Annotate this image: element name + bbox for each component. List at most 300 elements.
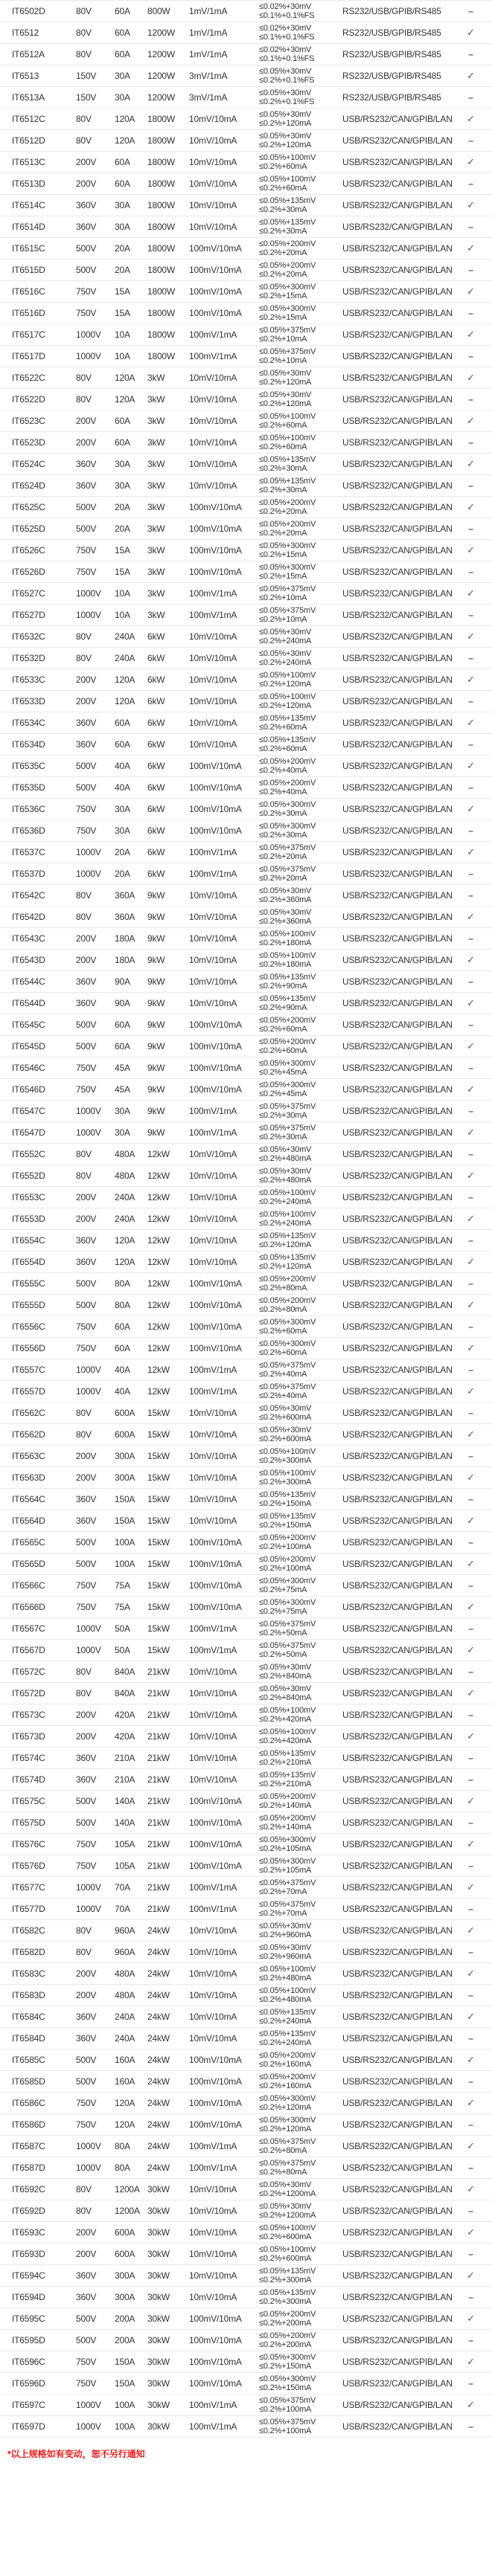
availability-cell: [454, 1149, 488, 1159]
availability-cell: [454, 869, 488, 879]
current-cell: 300A: [115, 2270, 135, 2281]
resolution-cell: 100mV/10mA: [189, 2313, 242, 2324]
accuracy-cell: [259, 1986, 342, 2005]
power-cell: 15kW: [147, 1516, 170, 1526]
availability-cell: [454, 415, 488, 427]
accuracy-line2: ≤0.2%+40mA: [259, 788, 307, 796]
accuracy-line1: ≤0.05%+30mV: [259, 1684, 312, 1693]
current-cell: 150A: [115, 1494, 135, 1504]
resolution-cell: 10mV/10mA: [189, 1925, 237, 1936]
current-cell: 30A: [115, 825, 130, 836]
interfaces-cell: USB/RS232/CAN/GPIB/LAN: [342, 329, 453, 340]
current-cell: 30A: [115, 480, 130, 491]
table-row: [0, 432, 492, 454]
power-cell: 3kW: [147, 459, 165, 469]
interfaces-cell: USB/RS232/CAN/GPIB/LAN: [342, 1063, 453, 1073]
current-cell: 240A: [115, 1192, 135, 1202]
check-icon: ✓: [467, 1838, 475, 1849]
accuracy-line1: ≤0.05%+30mV: [259, 1144, 312, 1154]
power-cell: 9kW: [147, 955, 165, 965]
dash-icon: –: [468, 524, 473, 534]
resolution-cell: 10mV/10mA: [189, 2206, 237, 2216]
current-cell: 80A: [115, 2163, 130, 2173]
accuracy-line1: ≤0.05%+200mV: [259, 1554, 316, 1564]
table-row: [0, 799, 492, 820]
table-row: [0, 173, 492, 195]
availability-cell: [454, 544, 488, 556]
accuracy-line2: ≤0.2%+40mA: [259, 766, 307, 775]
power-cell: 1800W: [147, 329, 176, 340]
accuracy-line2: ≤0.2%+30mA: [259, 831, 307, 840]
resolution-cell: 100mV/1mA: [189, 847, 237, 857]
resolution-cell: 10mV/10mA: [189, 1774, 237, 1785]
current-cell: 200A: [115, 2335, 135, 2345]
power-cell: 9kW: [147, 1084, 165, 1095]
power-cell: 15kW: [147, 1623, 170, 1634]
power-cell: 1200W: [147, 28, 176, 38]
model-cell: IT6525D: [12, 524, 45, 534]
interfaces-cell: USB/RS232/CAN/GPIB/LAN: [342, 1904, 453, 1914]
voltage-cell: 750V: [76, 1321, 97, 1332]
voltage-cell: 80V: [76, 1688, 92, 1698]
current-cell: 120A: [115, 135, 135, 146]
accuracy-line2: ≤0.2%+960mA: [259, 1952, 312, 1961]
accuracy-cell: [259, 1037, 342, 1056]
accuracy-line1: ≤0.05%+30mV: [259, 1425, 312, 1434]
accuracy-line1: ≤0.05%+200mV: [259, 2309, 316, 2319]
current-cell: 20A: [115, 265, 130, 275]
interfaces-cell: RS232/USB/GPIB/RS485: [342, 49, 441, 59]
availability-cell: [454, 803, 488, 815]
accuracy-line1: ≤0.05%+100mV: [259, 1188, 316, 1197]
table-row: [0, 2157, 492, 2179]
table-row: [0, 87, 492, 109]
resolution-cell: 10mV/10mA: [189, 394, 237, 405]
accuracy-line1: ≤0.05%+375mV: [259, 2137, 316, 2146]
table-row: [0, 734, 492, 756]
voltage-cell: 750V: [76, 1343, 97, 1353]
accuracy-line1: ≤0.05%+200mV: [259, 1295, 316, 1305]
model-cell: IT6534C: [12, 718, 45, 728]
current-cell: 40A: [115, 761, 130, 771]
check-icon: ✓: [467, 1515, 475, 1526]
accuracy-cell: [259, 1361, 342, 1379]
accuracy-cell: [259, 2396, 342, 2415]
current-cell: 30A: [115, 804, 130, 814]
model-cell: IT6515C: [12, 243, 45, 254]
resolution-cell: 10mV/10mA: [189, 1472, 237, 1483]
resolution-cell: 100mV/1mA: [189, 588, 237, 599]
availability-cell: [454, 1127, 488, 1139]
availability-cell: [454, 2399, 488, 2411]
power-cell: 9kW: [147, 933, 165, 944]
voltage-cell: 1000V: [76, 2421, 101, 2432]
current-cell: 60A: [115, 1343, 130, 1353]
table-row: [0, 130, 492, 152]
interfaces-cell: USB/RS232/CAN/GPIB/LAN: [342, 1688, 453, 1698]
availability-cell: [454, 242, 488, 254]
availability-cell: [454, 1558, 488, 1570]
accuracy-cell: [259, 1814, 342, 1832]
power-cell: 3kW: [147, 588, 165, 599]
table-row: [0, 583, 492, 605]
interfaces-cell: RS232/USB/GPIB/RS485: [342, 92, 441, 103]
accuracy-line2: ≤0.2%+600mA: [259, 1413, 312, 1422]
power-cell: 30kW: [147, 2357, 170, 2367]
accuracy-line2: ≤0.2%+100mA: [259, 1542, 312, 1551]
power-cell: 3kW: [147, 610, 165, 620]
availability-cell: [454, 480, 488, 491]
voltage-cell: 200V: [76, 1192, 97, 1202]
model-cell: IT6592D: [12, 2206, 45, 2216]
accuracy-cell: [259, 175, 342, 193]
model-cell: IT6584D: [12, 2033, 45, 2044]
current-cell: 300A: [115, 1472, 135, 1483]
availability-cell: [454, 1580, 488, 1591]
accuracy-cell: [259, 1835, 342, 1854]
power-cell: 15kW: [147, 1472, 170, 1483]
accuracy-cell: [259, 2073, 342, 2091]
interfaces-cell: USB/RS232/CAN/GPIB/LAN: [342, 2076, 453, 2087]
current-cell: 80A: [115, 2141, 130, 2151]
dash-icon: –: [468, 1904, 473, 1914]
table-row: [0, 1855, 492, 1877]
current-cell: 120A: [115, 674, 135, 685]
current-cell: 100A: [115, 2421, 135, 2432]
check-icon: ✓: [467, 2011, 475, 2022]
table-row: [0, 518, 492, 540]
model-cell: IT6594D: [12, 2292, 45, 2302]
voltage-cell: 360V: [76, 1494, 97, 1504]
resolution-cell: 100mV/1mA: [189, 869, 237, 879]
accuracy-line2: ≤0.2%+150mA: [259, 2362, 312, 2371]
voltage-cell: 360V: [76, 200, 97, 210]
model-cell: IT6536D: [12, 825, 45, 836]
accuracy-line1: ≤0.05%+375mV: [259, 1360, 316, 1370]
power-cell: 6kW: [147, 825, 165, 836]
dash-icon: –: [468, 1817, 473, 1828]
voltage-cell: 80V: [76, 653, 92, 663]
accuracy-line2: ≤0.2%+180mA: [259, 938, 312, 947]
interfaces-cell: USB/RS232/CAN/GPIB/LAN: [342, 200, 453, 210]
accuracy-line1: ≤0.05%+30mV: [259, 1166, 312, 1176]
resolution-cell: 100mV/1mA: [189, 1904, 237, 1914]
model-cell: IT6543D: [12, 955, 45, 965]
resolution-cell: 10mV/10mA: [189, 890, 237, 901]
model-cell: IT6595C: [12, 2313, 45, 2324]
availability-cell: [454, 1904, 488, 1914]
model-cell: IT6544C: [12, 976, 45, 987]
power-cell: 24kW: [147, 2141, 170, 2151]
resolution-cell: 10mV/10mA: [189, 1235, 237, 1246]
accuracy-cell: [259, 153, 342, 172]
interfaces-cell: USB/RS232/CAN/GPIB/LAN: [342, 1365, 453, 1375]
table-row: [0, 1165, 492, 1187]
table-row: [0, 1057, 492, 1079]
power-cell: 6kW: [147, 847, 165, 857]
resolution-cell: 100mV/1mA: [189, 1365, 237, 1375]
model-cell: IT6514D: [12, 222, 45, 232]
dash-icon: –: [468, 2249, 473, 2259]
check-icon: ✓: [467, 846, 475, 857]
current-cell: 60A: [115, 49, 130, 59]
dash-icon: –: [468, 1494, 473, 1504]
accuracy-cell: [259, 455, 342, 474]
accuracy-cell: [259, 671, 342, 689]
accuracy-line2: ≤0.2%+90mA: [259, 982, 307, 991]
check-icon: ✓: [467, 954, 475, 965]
accuracy-line1: ≤0.05%+375mV: [259, 2158, 316, 2168]
model-cell: IT6526C: [12, 545, 45, 556]
accuracy-line1: ≤0.05%+300mV: [259, 1058, 316, 1068]
current-cell: 120A: [115, 2119, 135, 2130]
dash-icon: –: [468, 933, 473, 944]
accuracy-cell: [259, 1059, 342, 1078]
model-cell: IT6527C: [12, 588, 45, 599]
table-row: [0, 2136, 492, 2157]
check-icon: ✓: [467, 544, 475, 556]
accuracy-line2: ≤0.2%+120mA: [259, 119, 312, 128]
availability-cell: [454, 2249, 488, 2259]
interfaces-cell: RS232/USB/GPIB/RS485: [342, 6, 441, 16]
model-cell: IT6587C: [12, 2141, 45, 2151]
table-row: [0, 907, 492, 928]
voltage-cell: 500V: [76, 1300, 97, 1310]
model-cell: IT6535C: [12, 761, 45, 771]
voltage-cell: 80V: [76, 49, 92, 59]
resolution-cell: 10mV/10mA: [189, 437, 237, 448]
accuracy-line1: ≤0.05%+375mV: [259, 2395, 316, 2405]
resolution-cell: 10mV/10mA: [189, 2270, 237, 2281]
availability-cell: [454, 1838, 488, 1850]
check-icon: ✓: [467, 1429, 475, 1440]
table-row: [0, 863, 492, 885]
dash-icon: –: [468, 1020, 473, 1030]
availability-cell: [454, 2033, 488, 2044]
accuracy-cell: [259, 2, 342, 21]
interfaces-cell: USB/RS232/CAN/GPIB/LAN: [342, 976, 453, 987]
table-row: [0, 2200, 492, 2222]
power-cell: 1800W: [147, 243, 176, 254]
voltage-cell: 360V: [76, 739, 97, 750]
accuracy-cell: [259, 2116, 342, 2134]
accuracy-line2: ≤0.2%+150mA: [259, 1499, 312, 1508]
dash-icon: –: [468, 265, 473, 275]
model-cell: IT6573D: [12, 1731, 45, 1742]
resolution-cell: 100mV/10mA: [189, 1861, 242, 1871]
power-cell: 3kW: [147, 416, 165, 426]
accuracy-cell: [259, 930, 342, 948]
voltage-cell: 500V: [76, 524, 97, 534]
model-cell: IT6567C: [12, 1623, 45, 1634]
dash-icon: –: [468, 1753, 473, 1763]
current-cell: 210A: [115, 1774, 135, 1785]
table-row: [0, 1661, 492, 1683]
accuracy-cell: [259, 2137, 342, 2156]
accuracy-line1: ≤0.05%+300mV: [259, 2093, 316, 2103]
table-row: [0, 1079, 492, 1101]
interfaces-cell: USB/RS232/CAN/GPIB/LAN: [342, 2357, 453, 2367]
accuracy-line2: ≤0.2%+30mA: [259, 809, 307, 818]
dash-icon: –: [468, 480, 473, 491]
resolution-cell: 100mV/10mA: [189, 286, 242, 297]
current-cell: 30A: [115, 459, 130, 469]
current-cell: 150A: [115, 2378, 135, 2389]
accuracy-line2: ≤0.2%+210mA: [259, 1758, 312, 1767]
resolution-cell: 100mV/1mA: [189, 610, 237, 620]
current-cell: 180A: [115, 933, 135, 944]
dash-icon: –: [468, 135, 473, 146]
interfaces-cell: USB/RS232/CAN/GPIB/LAN: [342, 1559, 453, 1569]
current-cell: 360A: [115, 912, 135, 922]
current-cell: 20A: [115, 524, 130, 534]
table-row: [0, 2049, 492, 2071]
accuracy-cell: [259, 2029, 342, 2048]
accuracy-cell: [259, 2374, 342, 2393]
voltage-cell: 200V: [76, 1990, 97, 2000]
voltage-cell: 80V: [76, 890, 92, 901]
accuracy-cell: [259, 2418, 342, 2436]
resolution-cell: 100mV/10mA: [189, 1796, 242, 1806]
power-cell: 12kW: [147, 1149, 170, 1159]
model-cell: IT6593C: [12, 2227, 45, 2238]
interfaces-cell: USB/RS232/CAN/GPIB/LAN: [342, 1192, 453, 1202]
accuracy-cell: [259, 132, 342, 150]
voltage-cell: 500V: [76, 265, 97, 275]
voltage-cell: 360V: [76, 1516, 97, 1526]
resolution-cell: 10mV/10mA: [189, 200, 237, 210]
resolution-cell: 10mV/10mA: [189, 178, 237, 189]
accuracy-cell: [259, 498, 342, 517]
voltage-cell: 500V: [76, 761, 97, 771]
voltage-cell: 200V: [76, 1968, 97, 1979]
interfaces-cell: USB/RS232/CAN/GPIB/LAN: [342, 265, 453, 275]
accuracy-line2: ≤0.2%+30mA: [259, 486, 307, 495]
dash-icon: –: [468, 739, 473, 750]
model-cell: IT6546D: [12, 1084, 45, 1095]
availability-cell: [454, 372, 488, 384]
resolution-cell: 10mV/10mA: [189, 1451, 237, 1461]
accuracy-cell: [259, 606, 342, 625]
power-cell: 30kW: [147, 2378, 170, 2389]
accuracy-line2: ≤0.2%+60mA: [259, 184, 307, 193]
power-cell: 12kW: [147, 1192, 170, 1202]
table-row: [0, 1575, 492, 1597]
accuracy-line1: ≤0.05%+200mV: [259, 1813, 316, 1823]
power-cell: 1800W: [147, 135, 176, 146]
voltage-cell: 750V: [76, 308, 97, 318]
current-cell: 480A: [115, 1149, 135, 1159]
current-cell: 150A: [115, 2357, 135, 2367]
table-row: [0, 2373, 492, 2395]
check-icon: ✓: [467, 911, 475, 922]
model-cell: IT6565D: [12, 1559, 45, 1569]
check-icon: ✓: [467, 2399, 475, 2410]
interfaces-cell: USB/RS232/CAN/GPIB/LAN: [342, 1774, 453, 1785]
accuracy-line1: ≤0.05%+300mV: [259, 562, 316, 572]
accuracy-line1: ≤0.05%+375mV: [259, 605, 316, 615]
table-row: [0, 65, 492, 87]
availability-cell: [454, 1083, 488, 1095]
accuracy-cell: [259, 1124, 342, 1142]
interfaces-cell: USB/RS232/CAN/GPIB/LAN: [342, 2055, 453, 2065]
accuracy-line2: ≤0.2%+10mA: [259, 335, 307, 344]
accuracy-cell: [259, 2008, 342, 2026]
interfaces-cell: USB/RS232/CAN/GPIB/LAN: [342, 1796, 453, 1806]
current-cell: 600A: [115, 1429, 135, 1440]
model-cell: IT6596C: [12, 2357, 45, 2367]
accuracy-line2: ≤0.2%+15mA: [259, 313, 307, 322]
power-cell: 24kW: [147, 2163, 170, 2173]
accuracy-line2: ≤0.2%+80mA: [259, 1305, 307, 1314]
accuracy-cell: [259, 239, 342, 258]
power-cell: 1800W: [147, 114, 176, 124]
model-cell: IT6532D: [12, 653, 45, 663]
accuracy-line2: ≤0.2%+70mA: [259, 1887, 307, 1896]
voltage-cell: 150V: [76, 71, 97, 81]
current-cell: 30A: [115, 1106, 130, 1116]
availability-cell: [454, 1601, 488, 1613]
power-cell: 1800W: [147, 351, 176, 361]
table-row: [0, 1036, 492, 1057]
accuracy-line2: ≤0.1%+0.1%FS: [259, 11, 315, 20]
voltage-cell: 360V: [76, 718, 97, 728]
model-cell: IT6576C: [12, 1839, 45, 1849]
accuracy-line2: ≤0.2%+60mA: [259, 1046, 307, 1055]
model-cell: IT6585C: [12, 2055, 45, 2065]
availability-cell: [454, 1451, 488, 1461]
availability-cell: [454, 2119, 488, 2130]
resolution-cell: 100mV/10mA: [189, 545, 242, 556]
accuracy-line2: ≤0.2%+360mA: [259, 895, 312, 904]
power-cell: 9kW: [147, 976, 165, 987]
table-row: [0, 410, 492, 432]
table-row: [0, 712, 492, 734]
model-cell: IT6542C: [12, 890, 45, 901]
accuracy-line2: ≤0.2%+120mA: [259, 378, 312, 387]
check-icon: ✓: [467, 1795, 475, 1806]
current-cell: 840A: [115, 1667, 135, 1677]
table-row: [0, 950, 492, 971]
availability-cell: [454, 524, 488, 534]
accuracy-line1: ≤0.05%+100mV: [259, 670, 316, 680]
accuracy-cell: [259, 628, 342, 646]
current-cell: 200A: [115, 2313, 135, 2324]
accuracy-cell: [259, 1188, 342, 1207]
dash-icon: –: [468, 2378, 473, 2389]
interfaces-cell: USB/RS232/CAN/GPIB/LAN: [342, 545, 453, 556]
interfaces-cell: USB/RS232/CAN/GPIB/LAN: [342, 1731, 453, 1742]
availability-cell: [454, 1644, 488, 1656]
availability-cell: [454, 1623, 488, 1634]
accuracy-line2: ≤0.2%+20mA: [259, 874, 307, 883]
resolution-cell: 100mV/10mA: [189, 1580, 242, 1591]
availability-cell: [454, 567, 488, 577]
accuracy-line1: ≤0.05%+100mV: [259, 692, 316, 701]
accuracy-line2: ≤0.2%+80mA: [259, 2146, 307, 2155]
availability-cell: [454, 610, 488, 620]
resolution-cell: 100mV/10mA: [189, 2378, 242, 2389]
table-row: [0, 971, 492, 993]
accuracy-line2: ≤0.2%+240mA: [259, 658, 312, 667]
interfaces-cell: USB/RS232/CAN/GPIB/LAN: [342, 1817, 453, 1828]
table-row: [0, 1381, 492, 1403]
voltage-cell: 1000V: [76, 847, 101, 857]
resolution-cell: 10mV/10mA: [189, 2249, 237, 2259]
resolution-cell: 100mV/10mA: [189, 1602, 242, 1612]
accuracy-line2: ≤0.2%+200mA: [259, 2340, 312, 2349]
accuracy-cell: [259, 1081, 342, 1099]
